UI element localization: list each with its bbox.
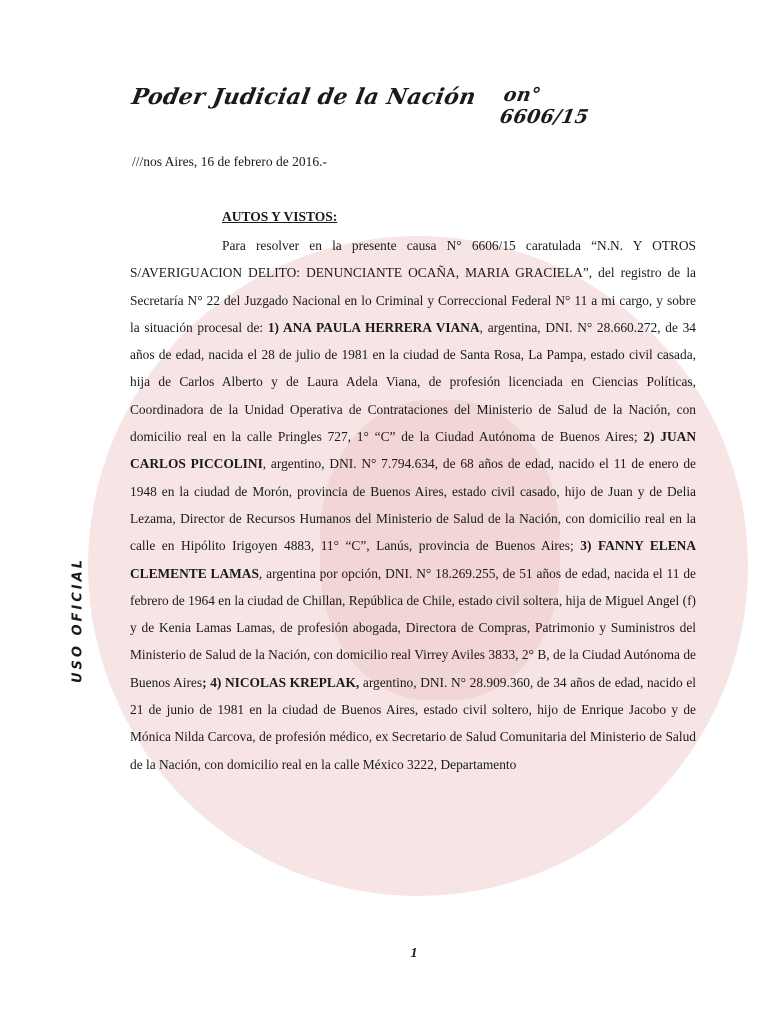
party-name-3: 3) FANNY ELENA CLEMENTE LAMAS [130,538,697,581]
body-text-segment: Para resolver en la presente causa N° 6606/15 caratulada “N.N. Y OTROS S/AVERIGUACION DELITO: DENUNCIANTE OCAÑA, MARIA GRACIELA”, del registro de la Secretaría N° 22 del Juzgado Nacional en lo Criminal y Correccional Federal N° 11 a mi cargo, y sobre la situación procesal de: [130,238,696,335]
body-text-segment: , argentina, DNI. N° 28.660.272, de 34 años de edad, nacida el 28 de julio de 1981 en la ciudad de Santa Rosa, La Pampa, estado civil casada, hija de Carlos Alberto y de Laura Adela Viana, de profesión licenciada en Ciencias Políticas, Coordinadora de la Unidad Operativa de Contrataciones del Ministerio de Salud de la Nación, con domicilio real en la calle Pringles 727, 1° “C” de la Ciudad Autónoma de Buenos Aires; [130,319,696,445]
date-line: ///nos Aires, 16 de febrero de 2016.- [132,154,327,169]
party-name-2: 2) JUAN CARLOS PICCOLINI [130,429,696,472]
side-label-uso-oficial: USO OFICIAL [70,557,86,683]
body-paragraph [130,232,696,778]
section-title: AUTOS Y VISTOS: [222,209,338,224]
court-name: Poder Judicial de la Nación [129,84,478,110]
page-number: 1 [410,946,418,961]
body-text-segment: , argentino, DNI. N° 7.794.634, de 68 años de edad, nacido el 11 de enero de 1948 en la ciudad de Morón, provincia de Buenos Aires, estado civil casado, hijo de Juan y de Delia Lezama, Director de Recursos Humanos del Ministerio de Salud de la Nación, con domicilio real en la calle en Hipólito Irigoyen 4883, 11° “C”, Lanús, provincia de Buenos Aires; [130,456,696,554]
party-name-1: 1) ANA PAULA HERRERA VIANA [267,319,480,335]
body-text [130,232,696,778]
document-header [129,84,632,128]
case-number: on° 6606/15 [498,84,591,128]
body-text-segment: argentino, DNI. N° 28.909.360, de 34 años de edad, nacido el 21 de junio de 1981 en la ciudad de Buenos Aires, estado civil soltero, hijo de Enrique Jacobo y de Mónica Nilda Carcova, de profesión médico, ex Secretario de Salud Comunitaria del Ministerio de Salud de la Nación, con domicilio real en la calle México 3222, Departamento [130,674,696,772]
body-text-segment: , argentina por opción, DNI. N° 18.269.255, de 51 años de edad, nacida el 11 de febrero de 1964 en la ciudad de Chillan, República de Chile, estado civil soltera, hija de Miguel Angel (f) y de Kenia Lamas Lamas, de profesión abogada, Directora de Compras, Patrimonio y Suministros del Ministerio de Salud de la Nación, con domicilio real Virrey Aviles 3833, 2° B, de la Ciudad Autónoma de Buenos Aires [130,565,696,690]
party-name-4: ; 4) NICOLAS KREPLAK, [202,674,360,690]
